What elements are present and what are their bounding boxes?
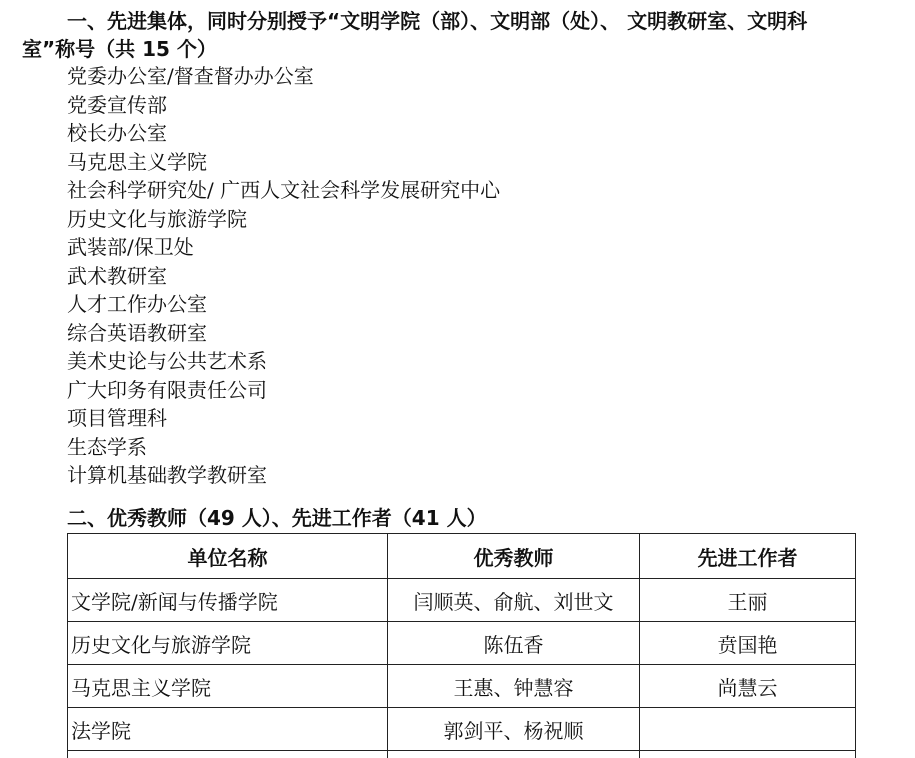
section1-heading-line1: 一、先进集体，同时分别授予“文明学院（部）、文明部（处）、 文明教研室、文明科 <box>67 9 808 33</box>
table-row <box>68 622 856 665</box>
table-row <box>68 665 856 708</box>
table-header-row <box>68 534 856 579</box>
list-item: 社会科学研究处/ 广西人文社会科学发展研究中心 <box>67 178 501 202</box>
list-item: 党委办公室/督查督办办公室 <box>67 64 314 88</box>
table-row <box>68 579 856 622</box>
awards-table <box>67 533 856 758</box>
workers-cell: 王丽 <box>640 579 856 622</box>
list-item: 项目管理科 <box>67 406 167 430</box>
list-item: 武术教研室 <box>67 263 167 288</box>
workers-cell: 贲国艳 <box>640 622 856 665</box>
section1-heading-line2: 室”称号（共 15 个） <box>22 37 217 61</box>
section2-heading: 二、优秀教师（49 人）、先进工作者（41 人） <box>67 506 487 530</box>
list-item: 计算机基础教学教研室 <box>67 463 267 487</box>
teachers-cell: 郭剑平、杨祝顺 <box>388 708 640 751</box>
teachers-cell: 陈伍香 <box>388 622 640 665</box>
column-header-unit: 单位名称 <box>68 534 388 579</box>
unit-cell: 历史文化与旅游学院 <box>68 622 388 665</box>
list-item: 综合英语教研室 <box>67 320 207 345</box>
list-item: 人才工作办公室 <box>67 292 207 316</box>
list-item: 生态学系 <box>67 434 147 459</box>
list-item: 历史文化与旅游学院 <box>67 206 247 231</box>
column-header-teachers: 优秀教师 <box>388 534 640 579</box>
list-item: 马克思主义学院 <box>67 149 207 174</box>
unit-cell: 文学院/新闻与传播学院 <box>68 579 388 622</box>
teachers-cell: 王惠、钟慧容 <box>388 665 640 708</box>
list-item: 美术史论与公共艺术系 <box>67 349 267 373</box>
table-row <box>68 751 856 758</box>
column-header-workers: 先进工作者 <box>640 534 856 579</box>
teachers-cell: 闫顺英、俞航、刘世文 <box>388 579 640 622</box>
list-item: 党委宣传部 <box>67 92 167 117</box>
workers-cell <box>640 708 856 751</box>
list-item: 校长办公室 <box>67 121 167 145</box>
teachers-cell <box>388 751 640 758</box>
unit-cell: 马克思主义学院 <box>68 665 388 708</box>
list-item: 武装部/保卫处 <box>67 235 194 259</box>
list-item: 广大印务有限责任公司 <box>67 377 267 402</box>
table-row <box>68 708 856 751</box>
unit-cell: 法学院 <box>68 708 388 751</box>
advanced-collective-list <box>67 62 500 490</box>
unit-cell <box>68 751 388 758</box>
workers-cell: 尚慧云 <box>640 665 856 708</box>
workers-cell <box>640 751 856 758</box>
